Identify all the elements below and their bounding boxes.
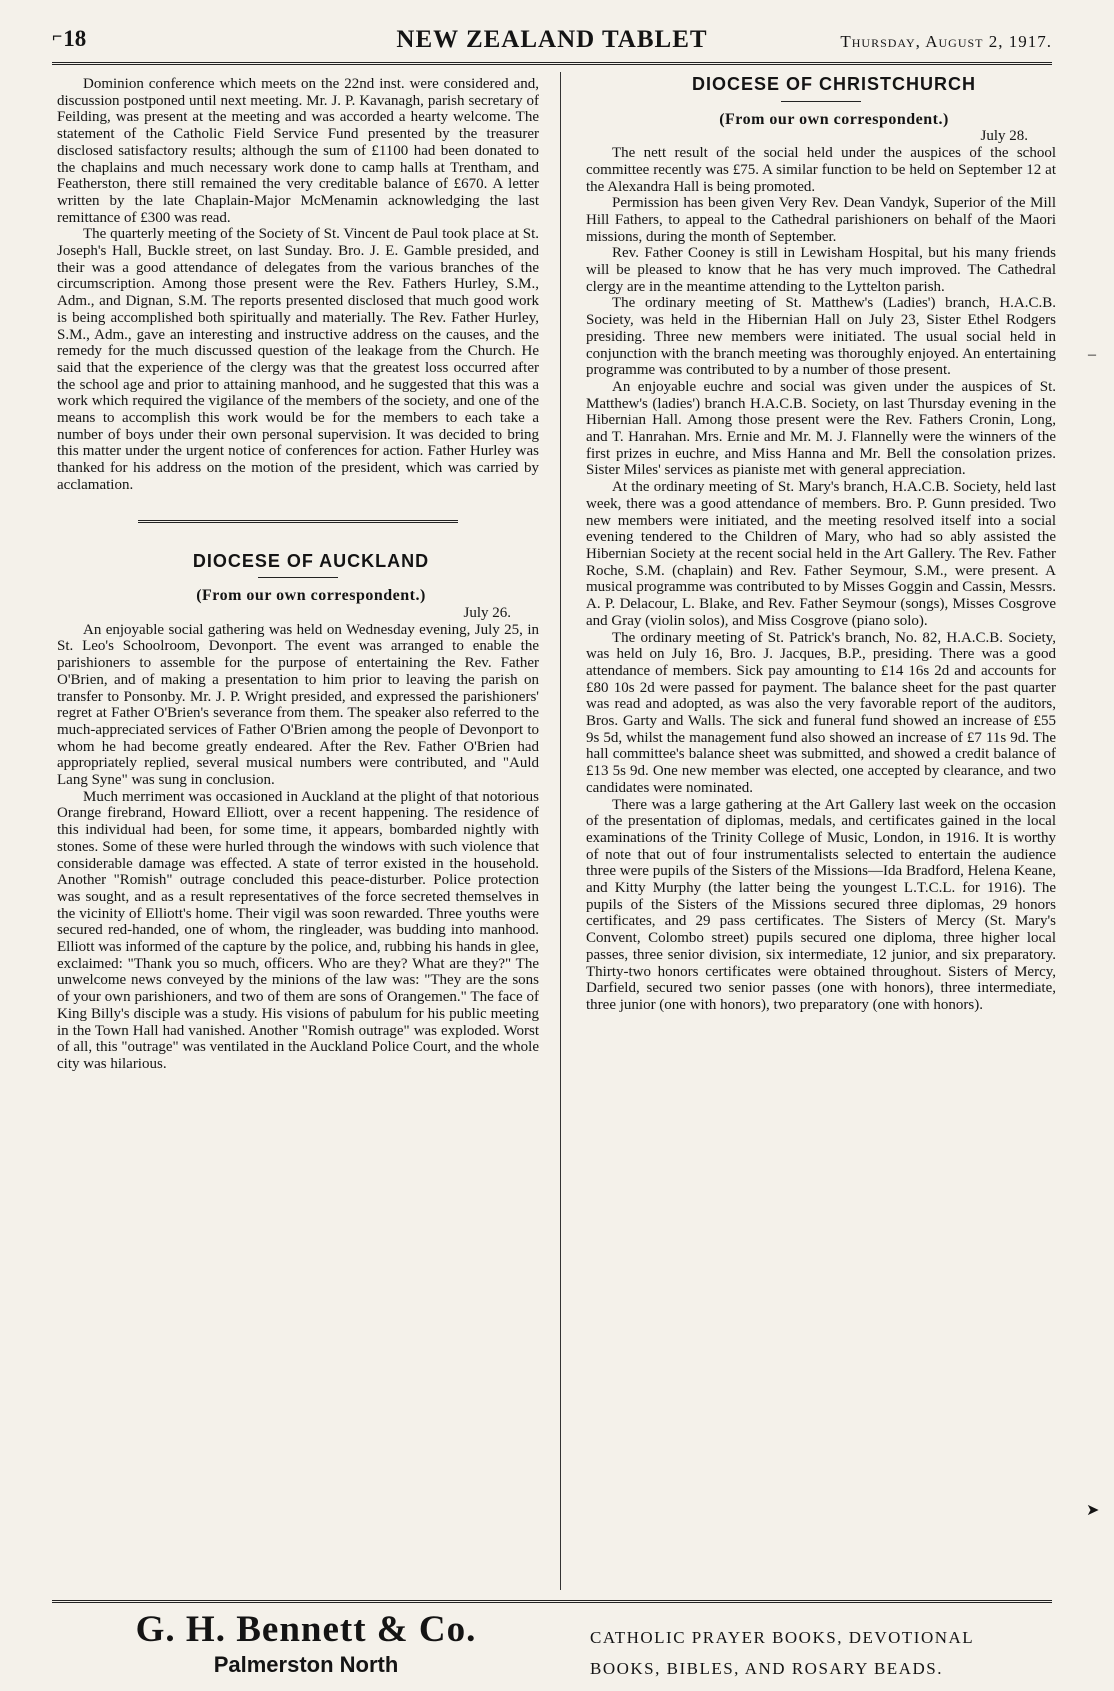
margin-arrow-icon: ➤ [1086, 1502, 1100, 1519]
dateline: July 28. [980, 128, 1028, 145]
right-column [586, 76, 1056, 1014]
christchurch-heading: DIOCESE OF CHRISTCHURCH [691, 74, 976, 94]
ad-line: CATHOLIC PRAYER BOOKS, DEVOTIONAL [590, 1628, 975, 1647]
correspondent-line: (From our own correspondent.) [719, 110, 949, 128]
article-paragraph: The quarterly meeting of the Society of St. Vincent de Paul took place at St. Joseph's Hall, Buckle street, on last Sunday. Bro. J. E. Gamble presided, and their was a good attendance of delegates from the various branches of the circumscription. Among those present were the Rev. Fathers Hurley, S.M., Adm., and Dignan, S.M. The reports presented disclosed that much good work is being accomplished both spiritually and materially. The Rev. Father Hurley, S.M., Adm., gave an interesting and instructive address on the causes, and the remedy for the much discussed question of the leakage from the Church. He said that the experience of the clergy was that the greatest loss occurred after the school age and prior to attaining manhood, and he suggested that this was a work which required the vigilance of the members of the society, and one of the means to accomplish this work would be for the members to each take a number of boys under their own personal supervision. It was decided to bring this matter under the urgent notice of conferences for action. Father Hurley was thanked for his address on the motion of the president, which was carried by acclamation. [57, 226, 539, 493]
article-paragraph: At the ordinary meeting of St. Mary's branch, H.A.C.B. Society, held last week, there was a good attendance of members. Bro. P. Gunn presided. Two new members were initiated, and the meeting resolved itself into a social evening tendered to the Children of Mary, who had so ably assisted the Hibernian Society at the recent social held in the Art Gallery. The Rev. Father Roche, S.M. (chaplain) and Rev. Father Seymour, S.M., were present. A musical programme was contributed to by Misses Goggin and Cassin, Messrs. A. P. Delacour, L. Blake, and Rev. Father Seymour (songs), Misses Cosgrove and Gray (violin solos), and Miss Cosgrove (piano solo). [586, 479, 1056, 629]
ad-line: BOOKS, BIBLES, AND ROSARY BEADS. [590, 1659, 943, 1678]
article-paragraph: An enjoyable euchre and social was given under the auspices of St. Matthew's (ladies') branch H.A.C.B. Society, on last Thursday evening in the Hibernian Hall. Among those present were the Rev. Fathers Cronin, Long, and T. Hanrahan. Mrs. Ernie and Mr. M. J. Flannelly were the winners of the first prizes in euchre, and Miss Hanna and Mr. Bell the consolation prizes. Sister Miles' services as pianiste met with general appreciation. [586, 378, 1056, 479]
correspondent-line: (From our own correspondent.) [196, 587, 426, 605]
left-column [57, 76, 539, 1073]
article-paragraph: An enjoyable social gathering was held on Wednesday evening, July 25, in St. Leo's Schoolroom, Devonport. The event was arranged to enable the parishioners to assemble for the purpose of entertaining the Rev. Father O'Brien, and of making a presentation to him prior to leaving the parish on transfer to Ponsonby. Mr. J. P. Wright presided, and expressed the parishioners' regret at Father O'Brien's severance from them. The speaker also referred to the much-appreciated services of Father O'Brien among the people of Devonport to whom he had become greatly endeared. After the Rev. Father O'Brien had appropriately replied, several musical numbers were contributed, and "Auld Lang Syne" was sung in conclusion. [57, 621, 539, 789]
advertiser-name: G. H. Bennett & Co. [135, 1609, 477, 1650]
article-paragraph: The ordinary meeting of St. Patrick's branch, No. 82, H.A.C.B. Society, was held on July 16, Bro. J. Jacques, B.P., presiding. There was a good attendance of members. Sick pay amounting to £14 16s 2d and accounts for £80 10s 2d were passed for payment. The balance sheet for the past quarter was read and adopted, as was also the very favorable report of the auditors, Bros. Garty and Walls. The sick and funeral fund showed an increase of £55 9s 5d, whilst the management fund also showed an increase of £7 11s 9d. The hall committee's balance sheet was submitted, and showed a credit balance of £13 5s 9d. One new member was elected, one accepted by clearance, and two candidates were nominated. [586, 629, 1056, 796]
advertisement-business [126, 1610, 486, 1678]
section-divider [138, 520, 458, 523]
article-paragraph: Permission has been given Very Rev. Dean Vandyk, Superior of the Mill Hill Fathers, to appeal to the Cathedral parishioners on behalf of the Maori missions, during the month of September. [586, 195, 1056, 245]
page-header [52, 20, 1052, 65]
dateline: July 26. [463, 604, 511, 621]
page-number: ⌐ 18 [52, 26, 86, 52]
heading-rule [258, 577, 338, 578]
article-paragraph: There was a large gathering at the Art Gallery last week on the occasion of the presentation of diplomas, medals, and certificates gained in the local examinations of the Trinity College of Music, London, in 1916. It is worthy of note that out of four instrumentalists selected to entertain the audience three were pupils of the Sisters of the Missions—Ida Bradford, Helena Keane, and Kitty Murphy (the latter being the youngest L.T.C.L. for 1916). The pupils of the Sisters of the Missions secured three diplomas, 29 honors certificates, and 29 pass certificates. The Sisters of Mercy (St. Mary's Convent, Colombo street) pupils secured one diploma, three higher local passes, three senior division, six intermediate, 12 junior, and six preparatory. Thirty-two honors certificates were obtained throughout. Sisters of Mercy, Darfield, secured two senior passes (one with honors), three intermediate, three junior (one with honors), two preparatory (one with honors). [586, 796, 1056, 1013]
issue-date: Thursday, August 2, 1917. [840, 32, 1052, 51]
margin-dash-mark: – [1088, 346, 1096, 363]
article-paragraph: The ordinary meeting of St. Matthew's (Ladies') branch, H.A.C.B. Society, was held in the Hibernian Hall on July 23, Sister Ethel Rodgers presiding. Three new members were initiated. The usual social held in conjunction with the branch meeting was thoroughly enjoyed. An entertaining programme was contributed to by a number of those present. [586, 295, 1056, 379]
article-paragraph: Dominion conference which meets on the 22nd inst. were considered and, discussion postponed until next meeting. Mr. J. P. Kavanagh, parish secretary of Feilding, was present at the meeting and was accorded a hearty welcome. The statement of the Catholic Field Service Fund presented by the treasurer disclosed satisfactory results; although the sum of £1100 had been donated to the chaplains and much necessary work done to camp halls at Trentham, and Featherston, there still remained the very creditable balance of £670. A letter written by the late Chaplain-Major McMenamin acknowledging the last remittance of £300 was read. [57, 76, 539, 226]
advertiser-town: Palmerston North [213, 1652, 399, 1677]
article-paragraph: Much merriment was occasioned in Auckland at the plight of that notorious Orange firebrand, Howard Elliott, over a recent happening. The residence of this individual had been, for some time, it appears, bombarded nightly with stones. Some of these were hurled through the windows with such violence that considerable damage was effected. A state of terror existed in the household. Another "Romish" outrage concluded this peace-disturber. Police protection was sought, and as a result representatives of the force secreted themselves in the vicinity of Elliott's home. Their vigil was soon rewarded. Three youths were secured red-handed, one of whom, the ringleader, was budding into manhood. Elliott was informed of the capture by the police, and, rubbing his hands in glee, exclaimed: "Thank you so much, officers. Who are they? What are they?" The unwelcome news conveyed by the minions of the law was: "They are the sons of your own parishioners, and two of them are sons of Orangemen." The face of King Billy's disciple was a study. His visions of pabulum for his public meeting in the Town Hall had vanished. Another "Romish outrage" was exploded. Worst of all, this "outrage" was ventilated in the Auckland Police Court, and the whole city was hilarious. [57, 788, 539, 1072]
article-paragraph: Rev. Father Cooney is still in Lewisham Hospital, but his many friends will be pleased to know that he has very much improved. The Cathedral clergy are in the meantime attending to the Lyttelton parish. [586, 245, 1056, 295]
footer-rule [52, 1600, 1052, 1603]
column-divider [560, 72, 561, 1590]
masthead-title: NEW ZEALAND TABLET [396, 26, 708, 53]
article-paragraph: The nett result of the social held under the auspices of the school committee recently was £75. A similar function to be held on September 12 at the Alexandra Hall is being promoted. [586, 145, 1056, 195]
heading-rule [781, 101, 861, 102]
auckland-heading: DIOCESE OF AUCKLAND [192, 550, 430, 571]
advertisement-text [590, 1622, 1060, 1684]
